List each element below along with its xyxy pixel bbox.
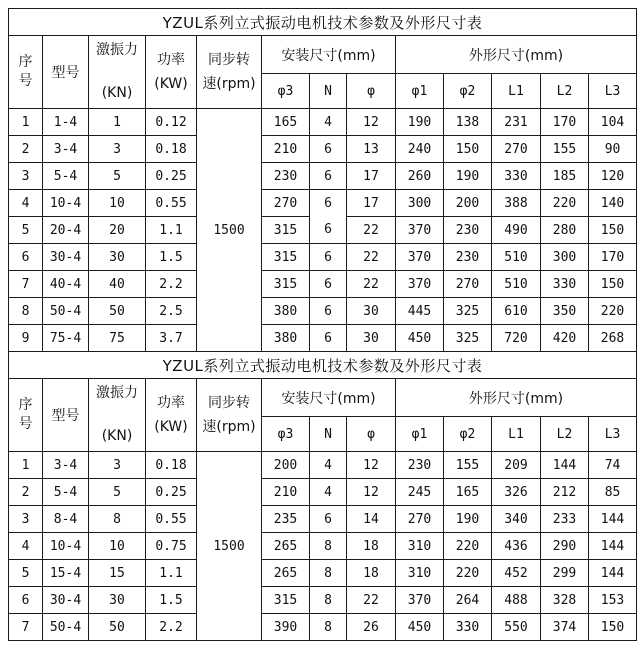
cell: 18 bbox=[347, 560, 396, 587]
cell: 6 bbox=[310, 136, 347, 163]
cell: 12 bbox=[347, 109, 396, 136]
cell: 40 bbox=[89, 271, 146, 298]
cell: 10-4 bbox=[43, 533, 89, 560]
sub-col-header-l1: L1 bbox=[492, 417, 541, 452]
cell: 8 bbox=[310, 614, 347, 641]
table-row bbox=[9, 325, 637, 352]
cell: 233 bbox=[541, 506, 589, 533]
table-row bbox=[9, 560, 637, 587]
table-row bbox=[9, 298, 637, 325]
cell: 220 bbox=[589, 298, 637, 325]
cell: 85 bbox=[589, 479, 637, 506]
cell: 325 bbox=[444, 325, 492, 352]
cell: 450 bbox=[396, 325, 444, 352]
cell: 200 bbox=[262, 452, 310, 479]
cell: 2.2 bbox=[146, 614, 197, 641]
cell: 450 bbox=[396, 614, 444, 641]
cell: 1 bbox=[9, 109, 43, 136]
cell: 315 bbox=[262, 244, 310, 271]
table-body bbox=[9, 109, 637, 352]
cell: 8 bbox=[310, 587, 347, 614]
cell: 310 bbox=[396, 533, 444, 560]
cell: 5 bbox=[9, 560, 43, 587]
cell: 325 bbox=[444, 298, 492, 325]
table-row bbox=[9, 533, 637, 560]
cell: 310 bbox=[396, 560, 444, 587]
cell: 315 bbox=[262, 217, 310, 244]
sub-col-header-phi3: φ3 bbox=[262, 417, 310, 452]
sub-col-header-n: N bbox=[310, 74, 347, 109]
table-title: YZUL系列立式振动电机技术参数及外形尺寸表 bbox=[9, 352, 637, 379]
cell: 231 bbox=[492, 109, 541, 136]
cell: 330 bbox=[541, 271, 589, 298]
sub-col-header-phi3: φ3 bbox=[262, 74, 310, 109]
cell: 220 bbox=[444, 560, 492, 587]
cell: 140 bbox=[589, 190, 637, 217]
header-row-1 bbox=[9, 379, 637, 417]
cell: 300 bbox=[396, 190, 444, 217]
cell: 75 bbox=[89, 325, 146, 352]
cell: 120 bbox=[589, 163, 637, 190]
cell: 1-4 bbox=[43, 109, 89, 136]
cell: 15-4 bbox=[43, 560, 89, 587]
cell: 330 bbox=[444, 614, 492, 641]
cell: 26 bbox=[347, 614, 396, 641]
cell: 6 bbox=[310, 217, 347, 244]
cell: 270 bbox=[444, 271, 492, 298]
cell: 165 bbox=[262, 109, 310, 136]
cell: 1.5 bbox=[146, 244, 197, 271]
cell: 290 bbox=[541, 533, 589, 560]
cell: 3.7 bbox=[146, 325, 197, 352]
header-row-1 bbox=[9, 36, 637, 74]
cell: 4 bbox=[9, 190, 43, 217]
title-row bbox=[9, 9, 637, 36]
cell: 388 bbox=[492, 190, 541, 217]
cell: 6 bbox=[310, 190, 347, 217]
cell: 220 bbox=[541, 190, 589, 217]
sub-col-header-phi2: φ2 bbox=[444, 417, 492, 452]
cell: 268 bbox=[589, 325, 637, 352]
cell: 1 bbox=[9, 452, 43, 479]
col-header-sync-speed: 同步转 速(rpm) bbox=[197, 36, 262, 109]
table-row bbox=[9, 163, 637, 190]
cell: 190 bbox=[444, 506, 492, 533]
cell: 315 bbox=[262, 587, 310, 614]
group-header-outline-dims: 外形尺寸(mm) bbox=[396, 36, 637, 74]
sub-col-header-phi2: φ2 bbox=[444, 74, 492, 109]
cell: 104 bbox=[589, 109, 637, 136]
cell: 22 bbox=[347, 244, 396, 271]
cell: 209 bbox=[492, 452, 541, 479]
cell: 6 bbox=[310, 163, 347, 190]
cell: 2 bbox=[9, 479, 43, 506]
cell: 380 bbox=[262, 325, 310, 352]
cell: 330 bbox=[492, 163, 541, 190]
cell: 190 bbox=[444, 163, 492, 190]
cell: 90 bbox=[589, 136, 637, 163]
cell: 13 bbox=[347, 136, 396, 163]
cell: 6 bbox=[9, 587, 43, 614]
cell: 0.12 bbox=[146, 109, 197, 136]
cell: 3 bbox=[89, 136, 146, 163]
cell: 5 bbox=[89, 479, 146, 506]
group-header-mounting-dims: 安装尺寸(mm) bbox=[262, 36, 396, 74]
cell: 75-4 bbox=[43, 325, 89, 352]
cell: 390 bbox=[262, 614, 310, 641]
cell: 0.25 bbox=[146, 163, 197, 190]
cell: 452 bbox=[492, 560, 541, 587]
cell: 30 bbox=[347, 325, 396, 352]
cell: 8-4 bbox=[43, 506, 89, 533]
cell: 15 bbox=[89, 560, 146, 587]
group-header-outline-dims: 外形尺寸(mm) bbox=[396, 379, 637, 417]
cell: 550 bbox=[492, 614, 541, 641]
cell: 4 bbox=[310, 452, 347, 479]
sub-col-header-n: N bbox=[310, 417, 347, 452]
cell: 144 bbox=[589, 506, 637, 533]
table-row bbox=[9, 136, 637, 163]
cell: 2.2 bbox=[146, 271, 197, 298]
cell: 0.18 bbox=[146, 452, 197, 479]
cell: 30-4 bbox=[43, 244, 89, 271]
cell: 9 bbox=[9, 325, 43, 352]
cell: 22 bbox=[347, 217, 396, 244]
cell: 230 bbox=[262, 163, 310, 190]
cell: 6 bbox=[310, 298, 347, 325]
cell: 6 bbox=[9, 244, 43, 271]
cell: 10 bbox=[89, 190, 146, 217]
cell: 50-4 bbox=[43, 298, 89, 325]
cell: 165 bbox=[444, 479, 492, 506]
cell: 436 bbox=[492, 533, 541, 560]
cell: 264 bbox=[444, 587, 492, 614]
cell: 720 bbox=[492, 325, 541, 352]
cell: 3-4 bbox=[43, 452, 89, 479]
cell: 30 bbox=[89, 244, 146, 271]
table-row bbox=[9, 614, 637, 641]
sub-col-header-phi1: φ1 bbox=[396, 74, 444, 109]
table-row bbox=[9, 244, 637, 271]
sub-col-header-l3: L3 bbox=[589, 417, 637, 452]
cell: 8 bbox=[310, 560, 347, 587]
col-header-exciting-force: 激振力 (KN) bbox=[89, 379, 146, 452]
cell: 8 bbox=[89, 506, 146, 533]
cell: 340 bbox=[492, 506, 541, 533]
cell: 230 bbox=[444, 244, 492, 271]
cell: 30-4 bbox=[43, 587, 89, 614]
cell: 510 bbox=[492, 244, 541, 271]
cell: 10 bbox=[89, 533, 146, 560]
cell: 270 bbox=[492, 136, 541, 163]
cell: 7 bbox=[9, 614, 43, 641]
sync-speed-cell: 1500 bbox=[197, 452, 262, 641]
cell: 445 bbox=[396, 298, 444, 325]
cell: 4 bbox=[9, 533, 43, 560]
cell: 138 bbox=[444, 109, 492, 136]
cell: 1.1 bbox=[146, 560, 197, 587]
cell: 230 bbox=[396, 452, 444, 479]
cell: 30 bbox=[89, 587, 146, 614]
cell: 10-4 bbox=[43, 190, 89, 217]
cell: 1.5 bbox=[146, 587, 197, 614]
sub-col-header-l1: L1 bbox=[492, 74, 541, 109]
cell: 144 bbox=[541, 452, 589, 479]
cell: 7 bbox=[9, 271, 43, 298]
cell: 5-4 bbox=[43, 479, 89, 506]
cell: 299 bbox=[541, 560, 589, 587]
title-row bbox=[9, 352, 637, 379]
cell: 4 bbox=[310, 479, 347, 506]
cell: 510 bbox=[492, 271, 541, 298]
cell: 235 bbox=[262, 506, 310, 533]
sub-col-header-l2: L2 bbox=[541, 417, 589, 452]
cell: 370 bbox=[396, 244, 444, 271]
cell: 17 bbox=[347, 163, 396, 190]
cell: 12 bbox=[347, 479, 396, 506]
sub-col-header-l3: L3 bbox=[589, 74, 637, 109]
spec-table-top bbox=[8, 8, 637, 352]
sync-speed-cell: 1500 bbox=[197, 109, 262, 352]
table-row bbox=[9, 452, 637, 479]
col-header-power: 功率 (KW) bbox=[146, 36, 197, 109]
cell: 12 bbox=[347, 452, 396, 479]
cell: 0.55 bbox=[146, 506, 197, 533]
cell: 328 bbox=[541, 587, 589, 614]
cell: 488 bbox=[492, 587, 541, 614]
col-header-serial-no: 序 号 bbox=[9, 379, 43, 452]
cell: 374 bbox=[541, 614, 589, 641]
cell: 17 bbox=[347, 190, 396, 217]
cell: 280 bbox=[541, 217, 589, 244]
cell: 260 bbox=[396, 163, 444, 190]
sub-col-header-l2: L2 bbox=[541, 74, 589, 109]
group-header-mounting-dims: 安装尺寸(mm) bbox=[262, 379, 396, 417]
cell: 20 bbox=[89, 217, 146, 244]
cell: 185 bbox=[541, 163, 589, 190]
cell: 245 bbox=[396, 479, 444, 506]
cell: 22 bbox=[347, 587, 396, 614]
cell: 155 bbox=[541, 136, 589, 163]
cell: 0.75 bbox=[146, 533, 197, 560]
sub-col-header-phi1: φ1 bbox=[396, 417, 444, 452]
table-row bbox=[9, 217, 637, 244]
cell: 300 bbox=[541, 244, 589, 271]
cell: 3 bbox=[9, 163, 43, 190]
cell: 170 bbox=[541, 109, 589, 136]
cell: 50 bbox=[89, 298, 146, 325]
cell: 6 bbox=[310, 325, 347, 352]
cell: 150 bbox=[589, 614, 637, 641]
cell: 265 bbox=[262, 560, 310, 587]
sub-col-header-phi: φ bbox=[347, 74, 396, 109]
cell: 150 bbox=[589, 271, 637, 298]
cell: 8 bbox=[310, 533, 347, 560]
cell: 270 bbox=[262, 190, 310, 217]
cell: 50-4 bbox=[43, 614, 89, 641]
cell: 240 bbox=[396, 136, 444, 163]
cell: 1.1 bbox=[146, 217, 197, 244]
cell: 170 bbox=[589, 244, 637, 271]
cell: 2 bbox=[9, 136, 43, 163]
cell: 270 bbox=[396, 506, 444, 533]
cell: 490 bbox=[492, 217, 541, 244]
col-header-model: 型号 bbox=[43, 379, 89, 452]
table-title: YZUL系列立式振动电机技术参数及外形尺寸表 bbox=[9, 9, 637, 36]
cell: 153 bbox=[589, 587, 637, 614]
cell: 20-4 bbox=[43, 217, 89, 244]
cell: 6 bbox=[310, 271, 347, 298]
cell: 370 bbox=[396, 271, 444, 298]
col-header-sync-speed: 同步转 速(rpm) bbox=[197, 379, 262, 452]
col-header-serial-no: 序 号 bbox=[9, 36, 43, 109]
table-body bbox=[9, 452, 637, 641]
cell: 144 bbox=[589, 560, 637, 587]
table-row bbox=[9, 587, 637, 614]
cell: 2.5 bbox=[146, 298, 197, 325]
cell: 370 bbox=[396, 217, 444, 244]
cell: 210 bbox=[262, 479, 310, 506]
cell: 190 bbox=[396, 109, 444, 136]
cell: 315 bbox=[262, 271, 310, 298]
cell: 4 bbox=[310, 109, 347, 136]
cell: 3 bbox=[9, 506, 43, 533]
cell: 265 bbox=[262, 533, 310, 560]
table-row bbox=[9, 271, 637, 298]
cell: 8 bbox=[9, 298, 43, 325]
cell: 18 bbox=[347, 533, 396, 560]
cell: 370 bbox=[396, 587, 444, 614]
spec-table-bottom bbox=[8, 351, 637, 641]
cell: 212 bbox=[541, 479, 589, 506]
table-row bbox=[9, 190, 637, 217]
table-row bbox=[9, 109, 637, 136]
cell: 200 bbox=[444, 190, 492, 217]
cell: 5 bbox=[89, 163, 146, 190]
cell: 6 bbox=[310, 506, 347, 533]
cell: 150 bbox=[444, 136, 492, 163]
table-row bbox=[9, 506, 637, 533]
col-header-model: 型号 bbox=[43, 36, 89, 109]
cell: 3 bbox=[89, 452, 146, 479]
cell: 326 bbox=[492, 479, 541, 506]
cell: 1 bbox=[89, 109, 146, 136]
cell: 350 bbox=[541, 298, 589, 325]
sub-col-header-phi: φ bbox=[347, 417, 396, 452]
cell: 220 bbox=[444, 533, 492, 560]
cell: 610 bbox=[492, 298, 541, 325]
cell: 0.55 bbox=[146, 190, 197, 217]
cell: 150 bbox=[589, 217, 637, 244]
cell: 30 bbox=[347, 298, 396, 325]
cell: 40-4 bbox=[43, 271, 89, 298]
cell: 144 bbox=[589, 533, 637, 560]
cell: 5-4 bbox=[43, 163, 89, 190]
cell: 14 bbox=[347, 506, 396, 533]
cell: 50 bbox=[89, 614, 146, 641]
col-header-exciting-force: 激振力 (KN) bbox=[89, 36, 146, 109]
col-header-power: 功率 (KW) bbox=[146, 379, 197, 452]
cell: 5 bbox=[9, 217, 43, 244]
cell: 3-4 bbox=[43, 136, 89, 163]
cell: 230 bbox=[444, 217, 492, 244]
cell: 74 bbox=[589, 452, 637, 479]
cell: 0.25 bbox=[146, 479, 197, 506]
cell: 6 bbox=[310, 244, 347, 271]
cell: 380 bbox=[262, 298, 310, 325]
cell: 210 bbox=[262, 136, 310, 163]
cell: 155 bbox=[444, 452, 492, 479]
cell: 420 bbox=[541, 325, 589, 352]
cell: 22 bbox=[347, 271, 396, 298]
table-row bbox=[9, 479, 637, 506]
cell: 0.18 bbox=[146, 136, 197, 163]
